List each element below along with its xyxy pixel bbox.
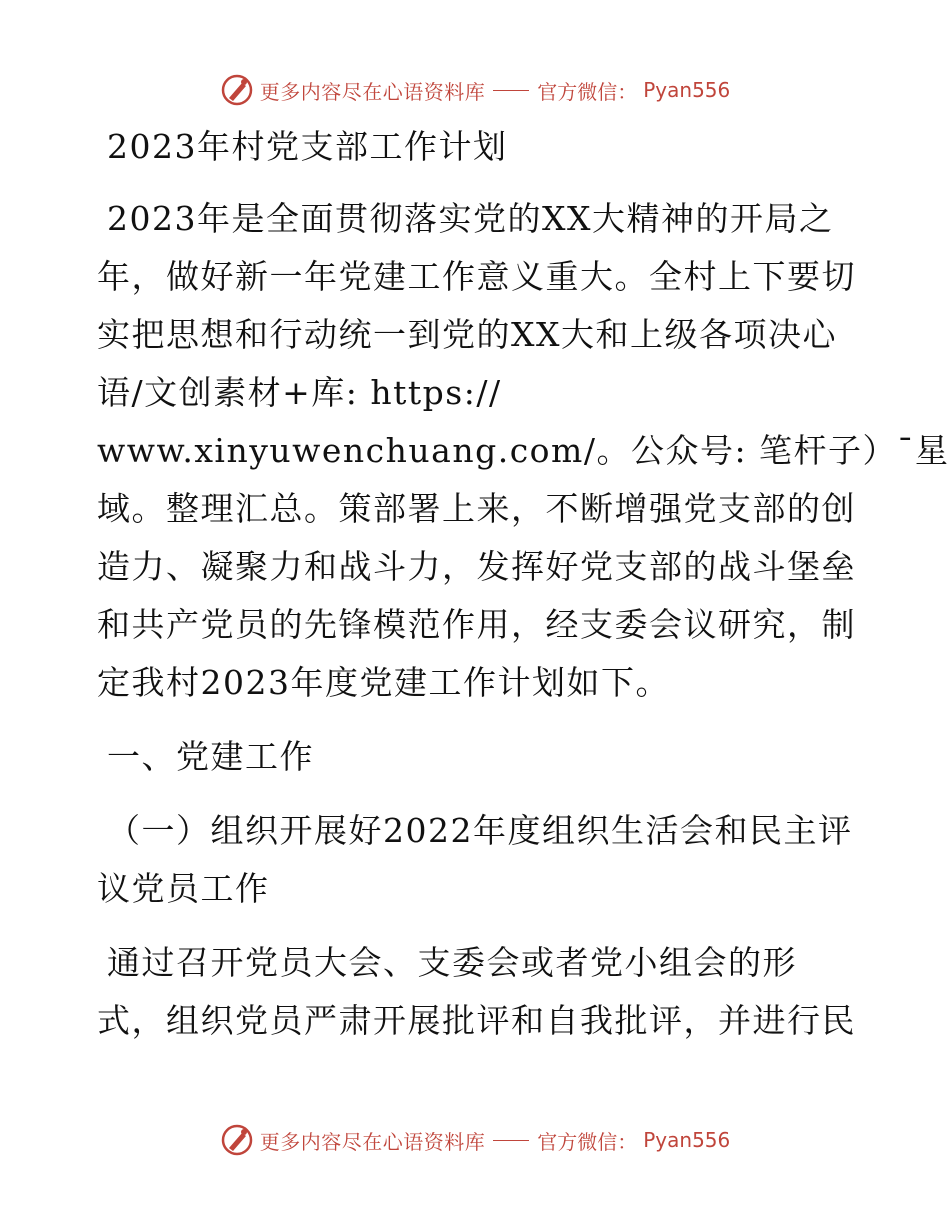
watermark-official-label: 官方微信：	[537, 1129, 638, 1154]
watermark-dash	[493, 90, 529, 91]
footer-watermark	[0, 1120, 950, 1160]
paragraph-line: www.xinyuwenchuang.com/。公众号: 笔杆子）¯星	[97, 431, 950, 470]
paragraph-line: 域。整理汇总。策部署上来，不断增强党支部的创	[97, 489, 856, 528]
watermark-official-label: 官方微信：	[537, 79, 638, 104]
pen-logo-icon	[220, 73, 254, 107]
paragraph-line: 定我村2023年度党建工作计划如下。	[97, 663, 670, 702]
watermark-site-text: 更多内容尽在心语资料库	[259, 79, 486, 104]
paragraph-line: 语/文创素材+库: https://	[97, 373, 502, 412]
paragraph-line: 2023年是全面贯彻落实党的XX大精神的开局之	[107, 199, 834, 238]
paragraph-line: 造力、凝聚力和战斗力，发挥好党支部的战斗堡垒	[97, 547, 856, 586]
document-body	[97, 118, 950, 1050]
watermark-dash	[493, 1140, 529, 1141]
paragraph-line: 实把思想和行动统一到党的XX大和上级各项决心	[97, 315, 837, 354]
paragraph-line: 和共产党员的先锋模范作用，经支委会议研究，制	[97, 605, 856, 644]
paragraph-line: 式，组织党员严肃开展批评和自我批评，并进行民	[97, 1001, 856, 1040]
section-heading: 一、党建工作	[107, 737, 314, 776]
pen-logo-icon	[220, 1123, 254, 1157]
paragraph-line: 通过召开党员大会、支委会或者党小组会的形	[107, 943, 797, 982]
intro-paragraph	[97, 190, 950, 712]
watermark-site-text: 更多内容尽在心语资料库	[259, 1129, 486, 1154]
body-paragraph	[97, 934, 857, 1050]
header-watermark	[0, 70, 950, 110]
subsection-heading	[97, 802, 857, 918]
watermark-wechat-id: Pyan556	[643, 78, 731, 102]
subsection-line: 议党员工作	[97, 869, 270, 908]
paragraph-line: 年，做好新一年党建工作意义重大。全村上下要切	[97, 257, 856, 296]
watermark-wechat-id: Pyan556	[643, 1128, 731, 1152]
subsection-line: （一）组织开展好2022年度组织生活会和民主评	[107, 811, 853, 850]
document-title: 2023年村党支部工作计划	[107, 127, 508, 166]
